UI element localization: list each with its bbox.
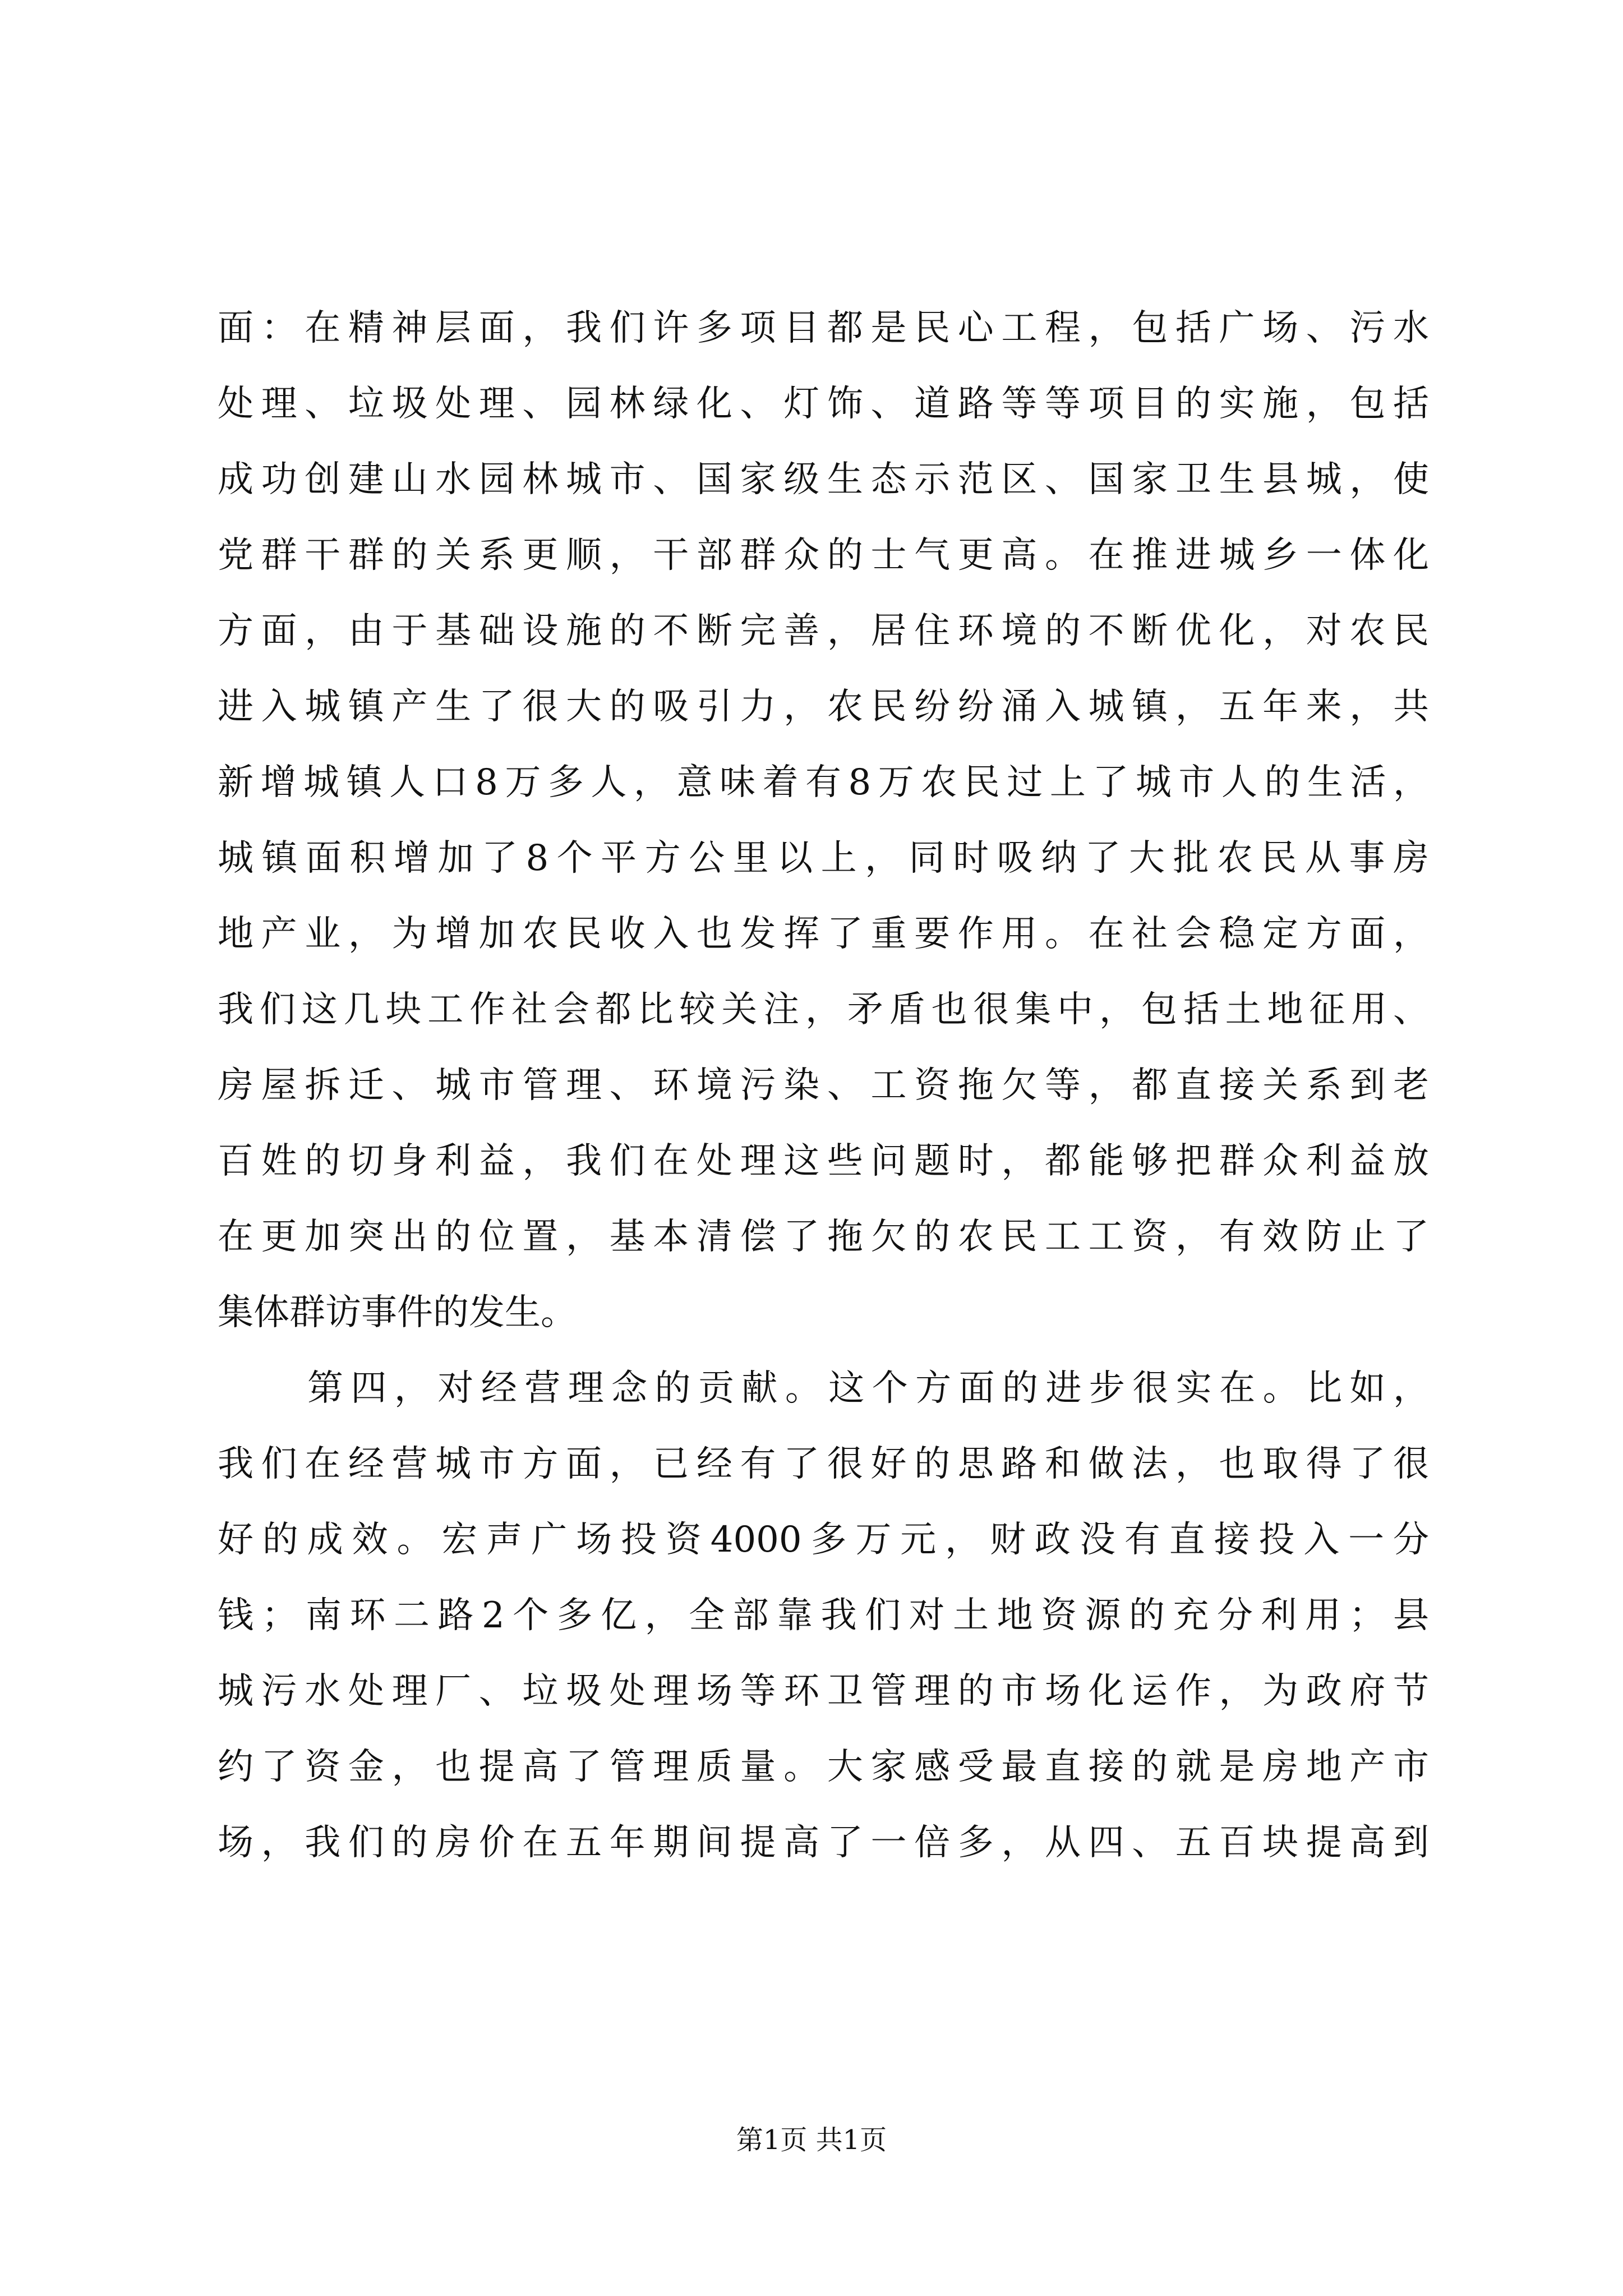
text-line: 城污水处理厂、垃圾处理场等环卫管理的市场化运作，为政府节 — [218, 1671, 1429, 1712]
page-number-label: 第1页 共1页 — [736, 2124, 887, 2156]
paragraph-1 — [218, 291, 1429, 1351]
text-line: 第四，对经营理念的贡献。这个方面的进步很实在。比如， — [307, 1368, 1429, 1409]
text-line: 场，我们的房价在五年期间提高了一倍多，从四、五百块提高到 — [218, 1822, 1429, 1864]
body-text — [218, 291, 1429, 1881]
text-line: 地产业，为增加农民收入也发挥了重要作用。在社会稳定方面， — [218, 913, 1429, 955]
text-line: 处理、垃圾处理、园林绿化、灯饰、道路等等项目的实施，包括 — [218, 383, 1429, 425]
text-line: 钱；南环二路2个多亿，全部靠我们对土地资源的充分利用；县 — [218, 1595, 1429, 1636]
text-line: 我们在经营城市方面，已经有了很好的思路和做法，也取得了很 — [218, 1443, 1429, 1485]
text-line: 在更加突出的位置，基本清偿了拖欠的农民工工资，有效防止了 — [218, 1216, 1429, 1258]
text-line: 党群干群的关系更顺，干部群众的士气更高。在推进城乡一体化 — [218, 535, 1429, 576]
text-line: 成功创建山水园林城市、国家级生态示范区、国家卫生县城，使 — [218, 459, 1429, 500]
text-line: 新增城镇人口8万多人，意味着有8万农民过上了城市人的生活， — [218, 762, 1429, 803]
text-line: 约了资金，也提高了管理质量。大家感受最直接的就是房地产市 — [218, 1746, 1429, 1788]
text-line: 进入城镇产生了很大的吸引力，农民纷纷涌入城镇，五年来，共 — [218, 686, 1429, 728]
text-line: 方面，由于基础设施的不断完善，居住环境的不断优化，对农民 — [218, 610, 1429, 652]
text-line: 面：在精神层面，我们许多项目都是民心工程，包括广场、污水 — [218, 307, 1429, 349]
text-line: 集体群访事件的发生。 — [218, 1292, 577, 1333]
text-line: 我们这几块工作社会都比较关注，矛盾也很集中，包括土地征用、 — [218, 989, 1429, 1030]
text-line: 百姓的切身利益，我们在处理这些问题时，都能够把群众利益放 — [218, 1140, 1429, 1182]
text-line: 城镇面积增加了8个平方公里以上，同时吸纳了大批农民从事房 — [218, 838, 1429, 879]
text-line: 房屋拆迁、城市管理、环境污染、工资拖欠等，都直接关系到老 — [218, 1065, 1429, 1106]
paragraph-2 — [218, 1351, 1429, 1881]
text-line: 好的成效。宏声广场投资4000多万元，财政没有直接投入一分 — [218, 1519, 1429, 1561]
page-footer — [0, 2123, 1623, 2157]
